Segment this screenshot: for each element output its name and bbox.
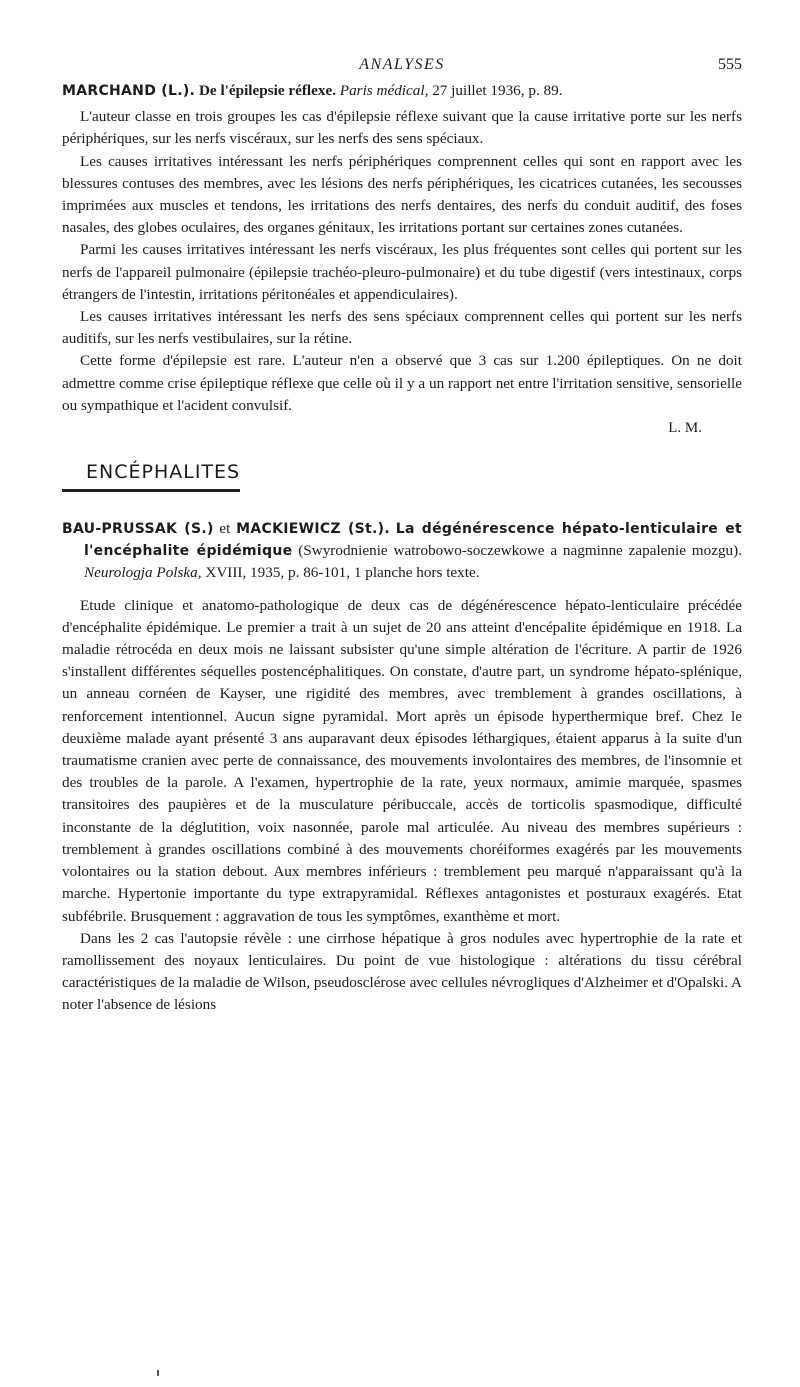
title-translation: (Swyrodnienie watrobowo-soczewkowe a nagminne zapalenie mozgu). <box>298 542 742 560</box>
article-marchand <box>62 80 742 439</box>
section-heading <box>62 461 742 492</box>
ink-mark <box>157 1370 159 1376</box>
paragraph: Les causes irritatives intéressant les nerfs périphériques comprennent celles qui sont en rapport avec les blessures contuses des membres, avec les lésions des nerfs périphériques, les cicatrices cutanées, les secousses imprimées aux muscles et tendons, les irritations des nerfs dentaires, des nerfs du conduit auditif, des foses nasales, des globes oculaires, des organes génitaux, les irritations portant sur certaines zones cutanées. <box>62 152 742 237</box>
paragraph: Dans les 2 cas l'autopsie révèle : une cirrhose hépatique à gros nodules avec hypertrophie de la rate et ramollissement des noyaux lenticulaires. Du point de vue histologique : altérations du tissu cérébral caractéristiques de la maladie de Wilson, pseudosclérose avec cellules névrogliques d'Alzheimer et d'Opalski. A noter l'absence de lésions <box>62 929 742 1014</box>
article-title: De l'épilepsie réflexe. <box>198 82 336 99</box>
paragraph: Cette forme d'épilepsie est rare. L'auteur n'en a observé que 3 cas sur 1.200 épileptiques. On ne doit admettre comme crise épileptique réflexe que celle où il y a un rapport net entre l'irritation sensitive, sensorielle ou sympathique et l'acident convulsif. <box>62 352 742 414</box>
section-title: ENCÉPHALITES <box>62 461 240 492</box>
journal-name: Paris médical, <box>339 82 429 99</box>
article-reference <box>62 80 742 102</box>
paragraph: Les causes irritatives intéressant les nerfs des sens spéciaux comprennent celles qui portent sur les nerfs auditifs, sur les nerfs vestibulaires, sur la rétine. <box>62 308 742 348</box>
journal-name: Neurologja Polska, <box>84 564 202 582</box>
reference-details: XVIII, 1935, p. 86-101, 1 planche hors texte. <box>205 564 480 582</box>
article-author: BAU-PRUSSAK (S.) <box>62 521 214 538</box>
reference-details: 27 juillet 1936, p. 89. <box>432 82 563 99</box>
running-title: ANALYSES <box>359 56 445 73</box>
article-author: MACKIEWICZ (St.). <box>236 521 390 538</box>
signature: L. M. <box>668 420 702 437</box>
paragraph: L'auteur classe en trois groupes les cas d'épilepsie réflexe suivant que la cause irritative porte sur les nerfs périphériques, sur les nerfs viscéraux, sur les nerfs des sens spéciaux. <box>62 108 742 148</box>
article-reference <box>62 518 742 585</box>
article-title: La dégénérescence hépato-lenticulaire et l'encéphalite épidémique <box>84 521 742 560</box>
article-bau-prussak <box>62 518 742 1016</box>
author-conjunction: et <box>219 520 231 538</box>
page-header <box>62 0 742 80</box>
paragraph: Parmi les causes irritatives intéressant les nerfs viscéraux, les plus fréquentes sont celles qui portent sur les nerfs de l'appareil pulmonaire (épilepsie trachéo-pleuro-pulmonaire) et du tube digestif (vers intestinaux, corps étrangers de l'intestin, irritations péritonéales et appendiculaires). <box>62 241 742 303</box>
article-author: MARCHAND (L.). <box>62 83 196 99</box>
paragraph: Etude clinique et anatomo-pathologique de deux cas de dégénérescence hépato-lenticulaire précédée d'encéphalite épidémique. Le premier a trait à un sujet de 20 ans atteint d'encépalite épidémique en 1918. La maladie rétrocéda en deux mois ne laissant subsister qu'une simple altération de l'écriture. A partir de 1926 s'installent différentes séquelles postencéphalitiques. On constate, d'autre part, un syndrome hépato-splénique, un anneau cornéen de Kayser, une rigidité des membres, avec tremblement à grandes oscillations, à renforcement intentionnel. Aucun signe pyramidal. Mort après un épisode hyperthermique bref. Chez le deuxième malade ayant présenté 3 ans auparavant deux épisodes léthargiques, étaient apparus à la suite d'un traumatisme cranien avec perte de connaissance, des mouvements involontaires des membres, de l'insomnie et des troubles de la parole. A l'examen, hypertrophie de la rate, yeux normaux, amimie marquée, spasmes transitoires des paupières et de la musculature péribuccale, accès de torticolis spasmodique, difficulté inconstante de la déglutition, voix nasonnée, parole mal articulée. Au niveau des membres supérieurs : tremblement à grandes oscillations combiné à des mouvements choréiformes exagérés par les mouvements volontaires ou la station debout. Aux membres inférieurs : tremblement peu marqué n'apparaissant qu'à la marche. Hypertonie importante du type extrapyramidal. Réflexes antagonistes et posturaux exagérés. Etat subfébrile. Brusquement : aggravation de tous les symptômes, exanthème et mort. <box>62 596 742 925</box>
page-number: 555 <box>718 56 742 73</box>
